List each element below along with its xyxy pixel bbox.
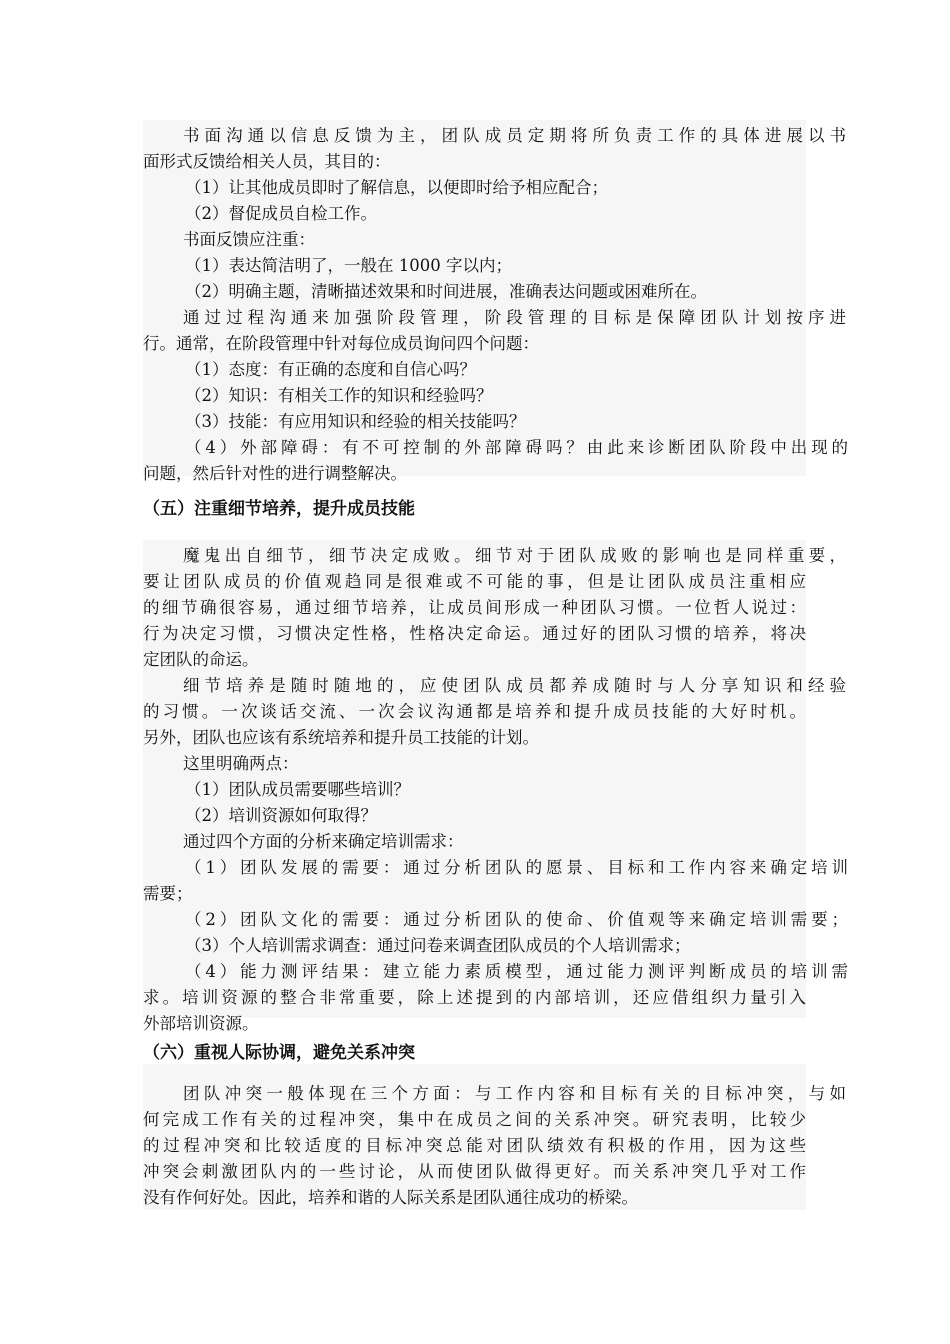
- paragraph-line: 另外，团队也应该有系统培养和提升员工技能的计划。: [143, 728, 539, 747]
- paragraph-line: 的过程冲突和比较适度的目标冲突总能对团队绩效有积极的作用，因为这些: [143, 1136, 806, 1155]
- list-item: （1）团队发展的需要：通过分析团队的愿景、目标和工作内容来确定培训: [185, 858, 848, 877]
- list-item: （1）态度：有正确的态度和自信心吗？: [185, 360, 476, 379]
- paragraph-line: 冲突会刺激团队内的一些讨论，从而使团队做得更好。而关系冲突几乎对工作: [143, 1162, 806, 1181]
- paragraph-line: 要让团队成员的价值观趋同是很难或不可能的事，但是让团队成员注重相应: [143, 572, 806, 591]
- paragraph-line: 这里明确两点：: [183, 754, 299, 773]
- list-item: （2）团队文化的需要：通过分析团队的使命、价值观等来确定培训需要；: [185, 910, 848, 929]
- paragraph-line: 的细节确很容易，通过细节培养，让成员间形成一种团队习惯。一位哲人说过：: [143, 598, 806, 617]
- paragraph-line: 团队冲突一般体现在三个方面：与工作内容和目标有关的目标冲突，与如: [183, 1084, 846, 1103]
- paragraph-line: 细节培养是随时随地的，应使团队成员都养成随时与人分享知识和经验: [183, 676, 846, 695]
- list-item: （1）团队成员需要哪些培训？: [185, 780, 410, 799]
- paragraph-line: 问题，然后针对性的进行调整解决。: [143, 464, 407, 483]
- paragraph-line: 通过过程沟通来加强阶段管理，阶段管理的目标是保障团队计划按序进: [183, 308, 846, 327]
- paragraph-line: 何完成工作有关的过程冲突，集中在成员之间的关系冲突。研究表明，比较少: [143, 1110, 806, 1129]
- paragraph-line: 外部培训资源。: [143, 1014, 259, 1033]
- paragraph-line: 行为决定习惯，习惯决定性格，性格决定命运。通过好的团队习惯的培养，将决: [143, 624, 806, 643]
- list-item: （3）个人培训需求调查：通过问卷来调查团队成员的个人培训需求；: [185, 936, 691, 955]
- list-item: （1）让其他成员即时了解信息，以便即时给予相应配合；: [185, 178, 608, 197]
- list-item: （4）外部障碍：有不可控制的外部障碍吗？由此来诊断团队阶段中出现的: [185, 438, 848, 457]
- list-item: （2）督促成员自检工作。: [185, 204, 377, 223]
- list-item: （3）技能：有应用知识和经验的相关技能吗？: [185, 412, 526, 431]
- paragraph-line: 魔鬼出自细节，细节决定成败。细节对于团队成败的影响也是同样重要，: [183, 546, 846, 565]
- paragraph-line: 没有作何好处。因此，培养和谐的人际关系是团队通往成功的桥梁。: [143, 1188, 638, 1207]
- paragraph-line: 求。培训资源的整合非常重要，除上述提到的内部培训，还应借组织力量引入: [143, 988, 806, 1007]
- list-item: （1）表达简洁明了，一般在 1000 字以内；: [185, 256, 512, 275]
- paragraph-line: 书面沟通以信息反馈为主，团队成员定期将所负责工作的具体进展以书: [183, 126, 846, 145]
- list-item: （2）培训资源如何取得？: [185, 806, 377, 825]
- paragraph-line: 通过四个方面的分析来确定培训需求：: [183, 832, 464, 851]
- paragraph-line: 定团队的命运。: [143, 650, 259, 669]
- paragraph-line: 面形式反馈给相关人员，其目的：: [143, 152, 391, 171]
- paragraph-line: 行。通常，在阶段管理中针对每位成员询问四个问题：: [143, 334, 539, 353]
- section-heading: （六）重视人际协调，避免关系冲突: [143, 1043, 415, 1063]
- paragraph-line: 需要；: [143, 884, 193, 903]
- list-item: （4）能力测评结果：建立能力素质模型，通过能力测评判断成员的培训需: [185, 962, 848, 981]
- paragraph-line: 的习惯。一次谈话交流、一次会议沟通都是培养和提升成员技能的大好时机。: [143, 702, 806, 721]
- paragraph-line: 书面反馈应注重：: [183, 230, 315, 249]
- list-item: （2）明确主题，清晰描述效果和时间进展，准确表达问题或困难所在。: [185, 282, 707, 301]
- section-heading: （五）注重细节培养，提升成员技能: [143, 499, 415, 519]
- list-item: （2）知识：有相关工作的知识和经验吗？: [185, 386, 493, 405]
